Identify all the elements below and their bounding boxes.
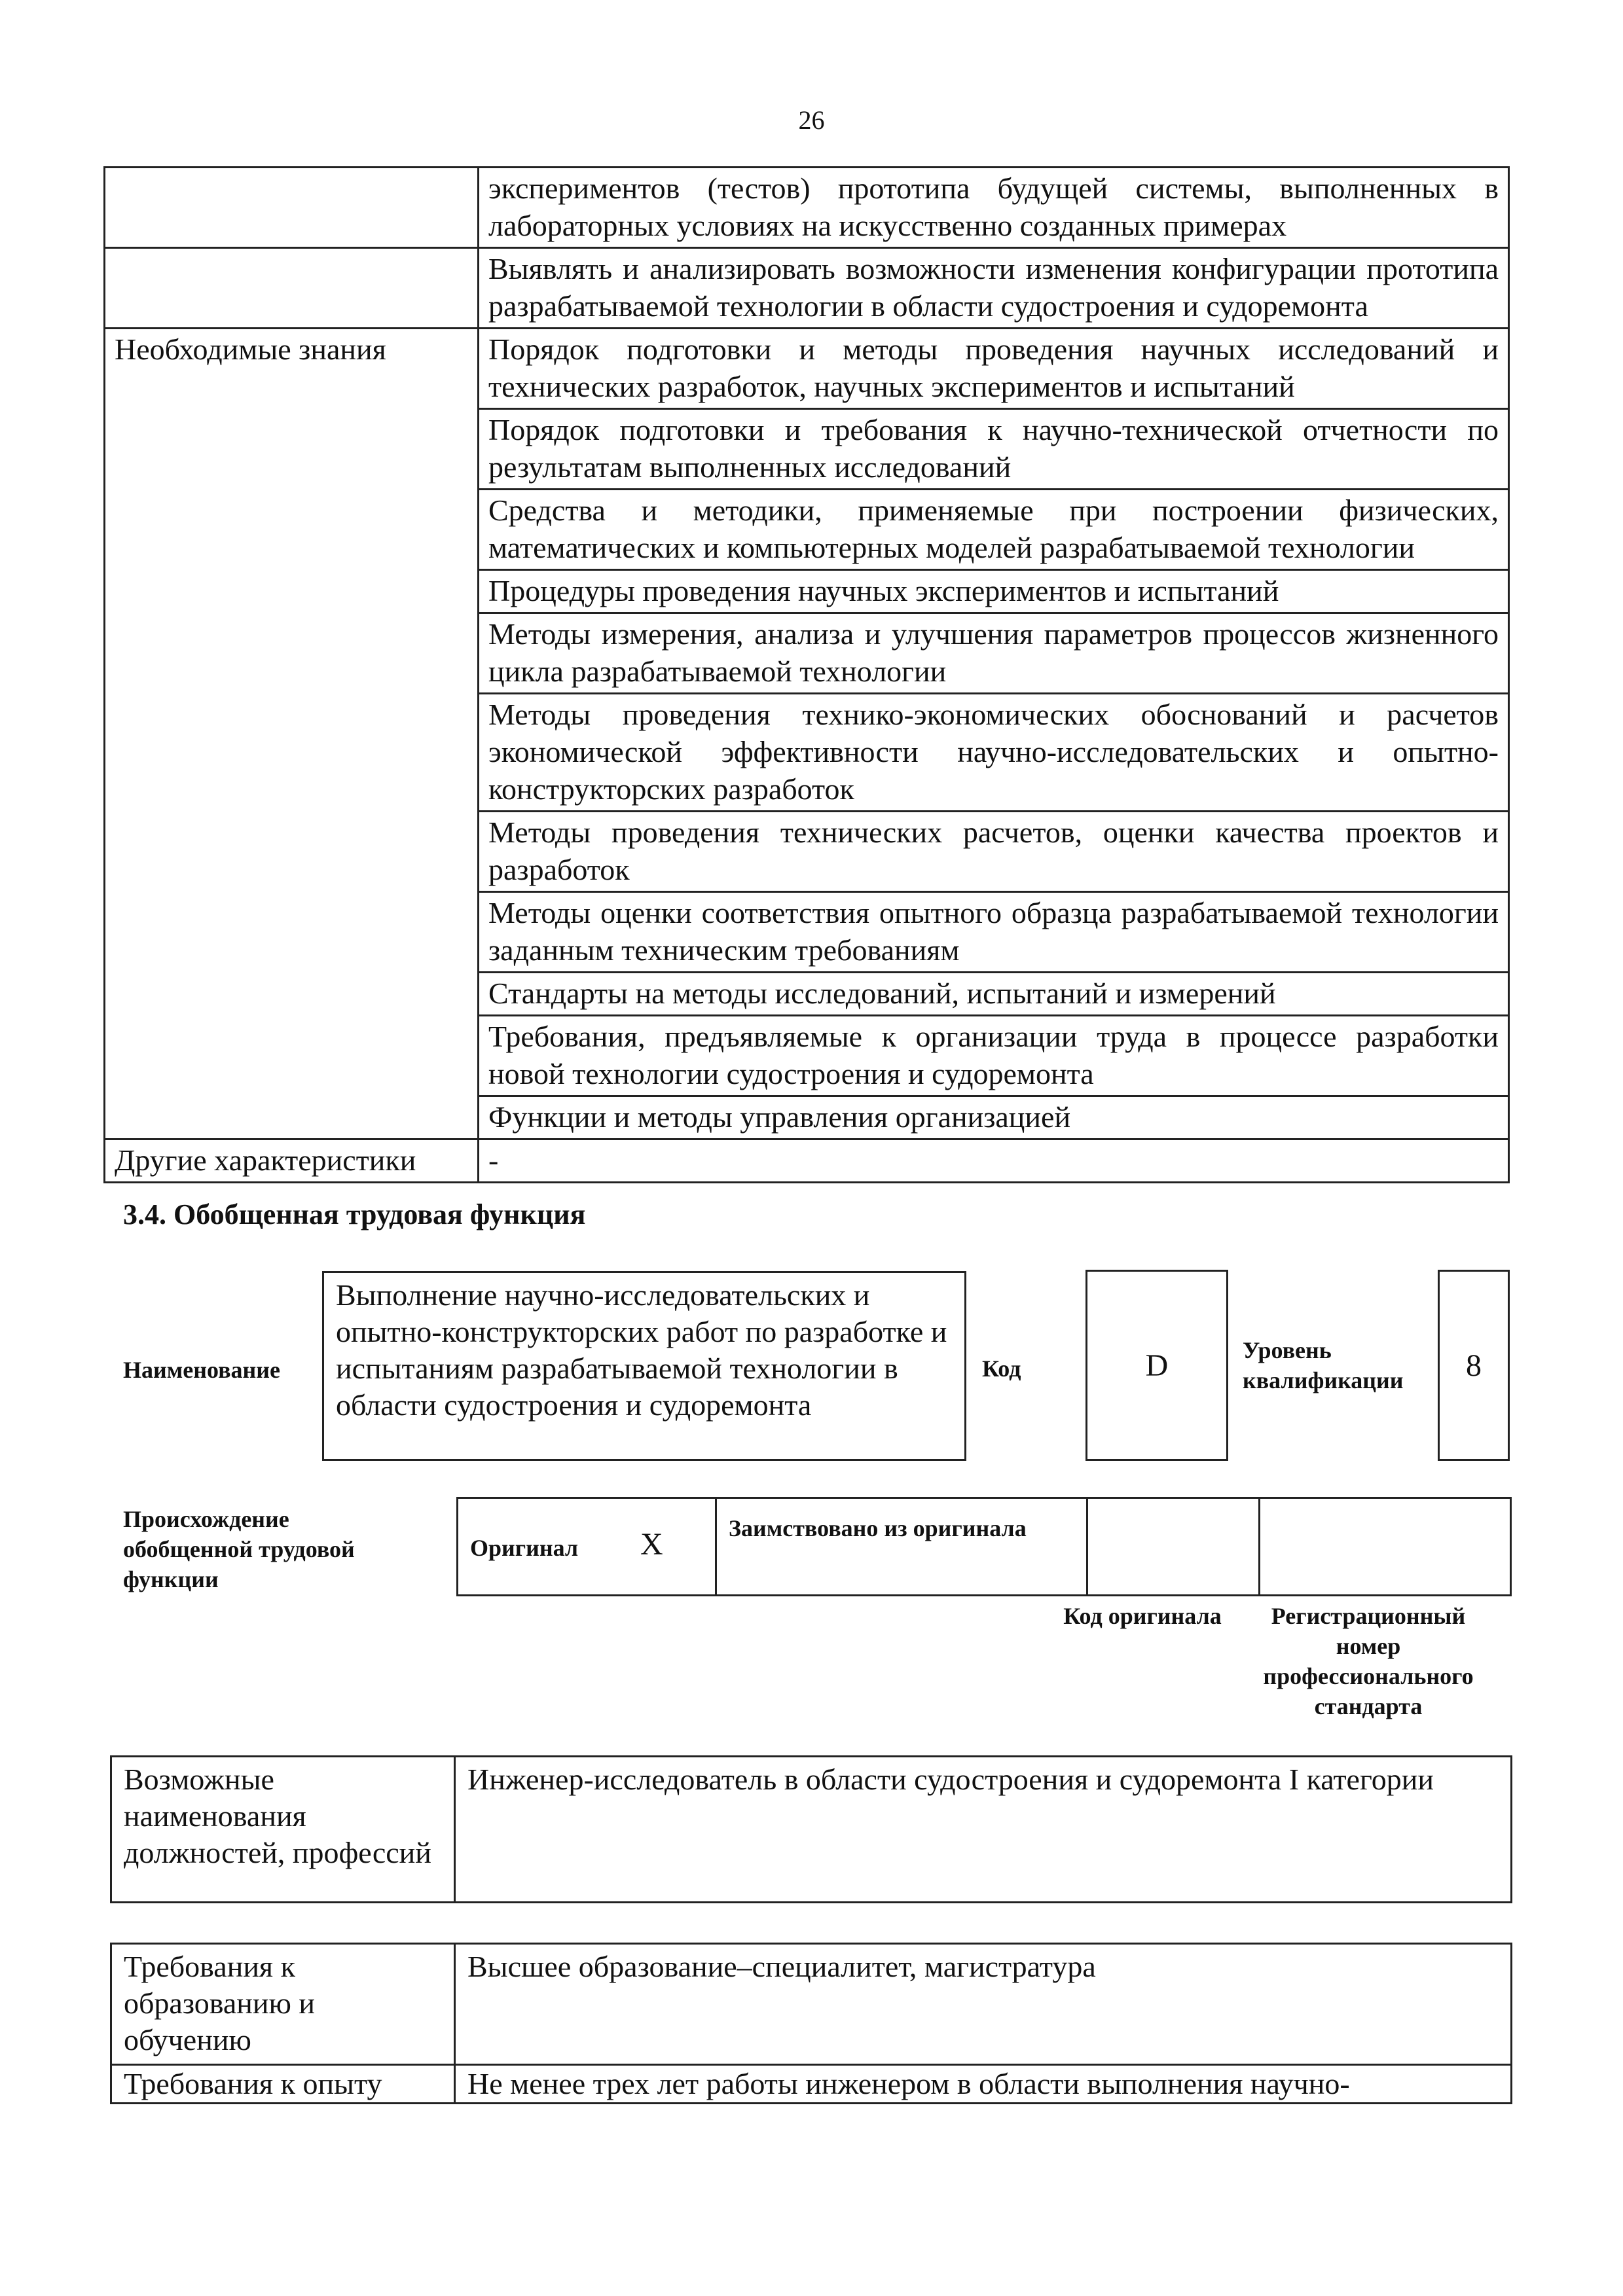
table-row <box>458 1498 1511 1596</box>
origin-table <box>456 1497 1512 1596</box>
table-row <box>111 1944 1512 2065</box>
knowledge-item: Процедуры проведения научных экспериментов и испытаний <box>479 570 1509 613</box>
reg-caption: Регистрационный номер профессионального стандарта <box>1263 1603 1474 1719</box>
page-number: 26 <box>798 105 825 135</box>
knowledge-item: Функции и методы управления организацией <box>479 1096 1509 1139</box>
knowledge-item: Стандарты на методы исследований, испытаний и измерений <box>479 973 1509 1016</box>
knowledge-item: Методы проведения технических расчетов, оценки качества проектов и разработок <box>479 812 1509 892</box>
knowledge-item: Методы проведения технико-экономических обоснований и расчетов экономической эффективности научно-исследовательских и опытно-конструкторских разработок <box>479 694 1509 812</box>
positions-label: Возможные наименования должностей, профессий <box>111 1757 455 1903</box>
table-row <box>111 2065 1512 2104</box>
level-label: Уровень квалификации <box>1243 1337 1404 1393</box>
reg-number-cell <box>1260 1498 1511 1596</box>
code-caption: Код оригинала <box>1063 1603 1222 1629</box>
table-row <box>111 1757 1512 1903</box>
original-label: Оригинал <box>470 1535 579 1561</box>
knowledge-table <box>103 166 1510 1183</box>
table-cell: экспериментов (тестов) прототипа будущей системы, выполненных в лабораторных условиях на искусственно созданных примерах <box>479 168 1509 248</box>
positions-value: Инженер-исследователь в области судостроения и судоремонта I категории <box>455 1757 1512 1903</box>
table-row <box>105 329 1509 409</box>
education-label: Требования к образованию и обучению <box>111 1944 455 2065</box>
positions-table <box>110 1755 1512 1903</box>
table-row <box>105 168 1509 248</box>
other-label: Другие характеристики <box>105 1139 479 1183</box>
original-mark: X <box>640 1527 663 1562</box>
education-value: Высшее образование–специалитет, магистратура <box>455 1944 1512 2065</box>
knowledge-item: Средства и методики, применяемые при построении физических, математических и компьютерных моделей разрабатываемой технологии <box>479 490 1509 570</box>
knowledge-item: Методы измерения, анализа и улучшения параметров процессов жизненного цикла разрабатываемой технологии <box>479 613 1509 694</box>
table-row <box>105 1139 1509 1183</box>
knowledge-label: Необходимые знания <box>105 329 479 1139</box>
table-cell: Выявлять и анализировать возможности изменения конфигурации прототипа разрабатываемой технологии в области судостроения и судоремонта <box>479 248 1509 329</box>
other-value: - <box>479 1139 1509 1183</box>
original-cell <box>458 1498 716 1596</box>
empty-label-cell <box>105 168 479 248</box>
name-value: Выполнение научно-исследовательских и опытно-конструкторских работ по разработке и испытаниям разрабатываемой технологии в области судостроения и судоремонта <box>322 1271 966 1461</box>
empty-label-cell <box>105 248 479 329</box>
table-row <box>105 248 1509 329</box>
knowledge-item: Порядок подготовки и методы проведения научных исследований и технических разработок, научных экспериментов и испытаний <box>479 329 1509 409</box>
knowledge-item: Методы оценки соответствия опытного образца разрабатываемой технологии заданным техническим требованиям <box>479 892 1509 973</box>
knowledge-item: Требования, предъявляемые к организации труда в процессе разработки новой технологии судостроения и судоремонта <box>479 1016 1509 1096</box>
code-value: D <box>1085 1270 1228 1461</box>
section-title: 3.4. Обобщенная трудовая функция <box>123 1198 586 1230</box>
requirements-table <box>110 1943 1512 2104</box>
knowledge-item: Порядок подготовки и требования к научно-технической отчетности по результатам выполненных исследований <box>479 409 1509 490</box>
original-code-cell <box>1087 1498 1260 1596</box>
experience-value: Не менее трех лет работы инженером в области выполнения научно- <box>455 2065 1512 2104</box>
level-value: 8 <box>1438 1270 1510 1461</box>
experience-label: Требования к опыту <box>111 2065 455 2104</box>
name-label: Наименование <box>123 1357 280 1383</box>
code-label: Код <box>982 1355 1021 1382</box>
origin-label: Происхождение обобщенной трудовой функции <box>123 1506 355 1592</box>
borrowed-label: Заимствовано из оригинала <box>716 1498 1087 1596</box>
